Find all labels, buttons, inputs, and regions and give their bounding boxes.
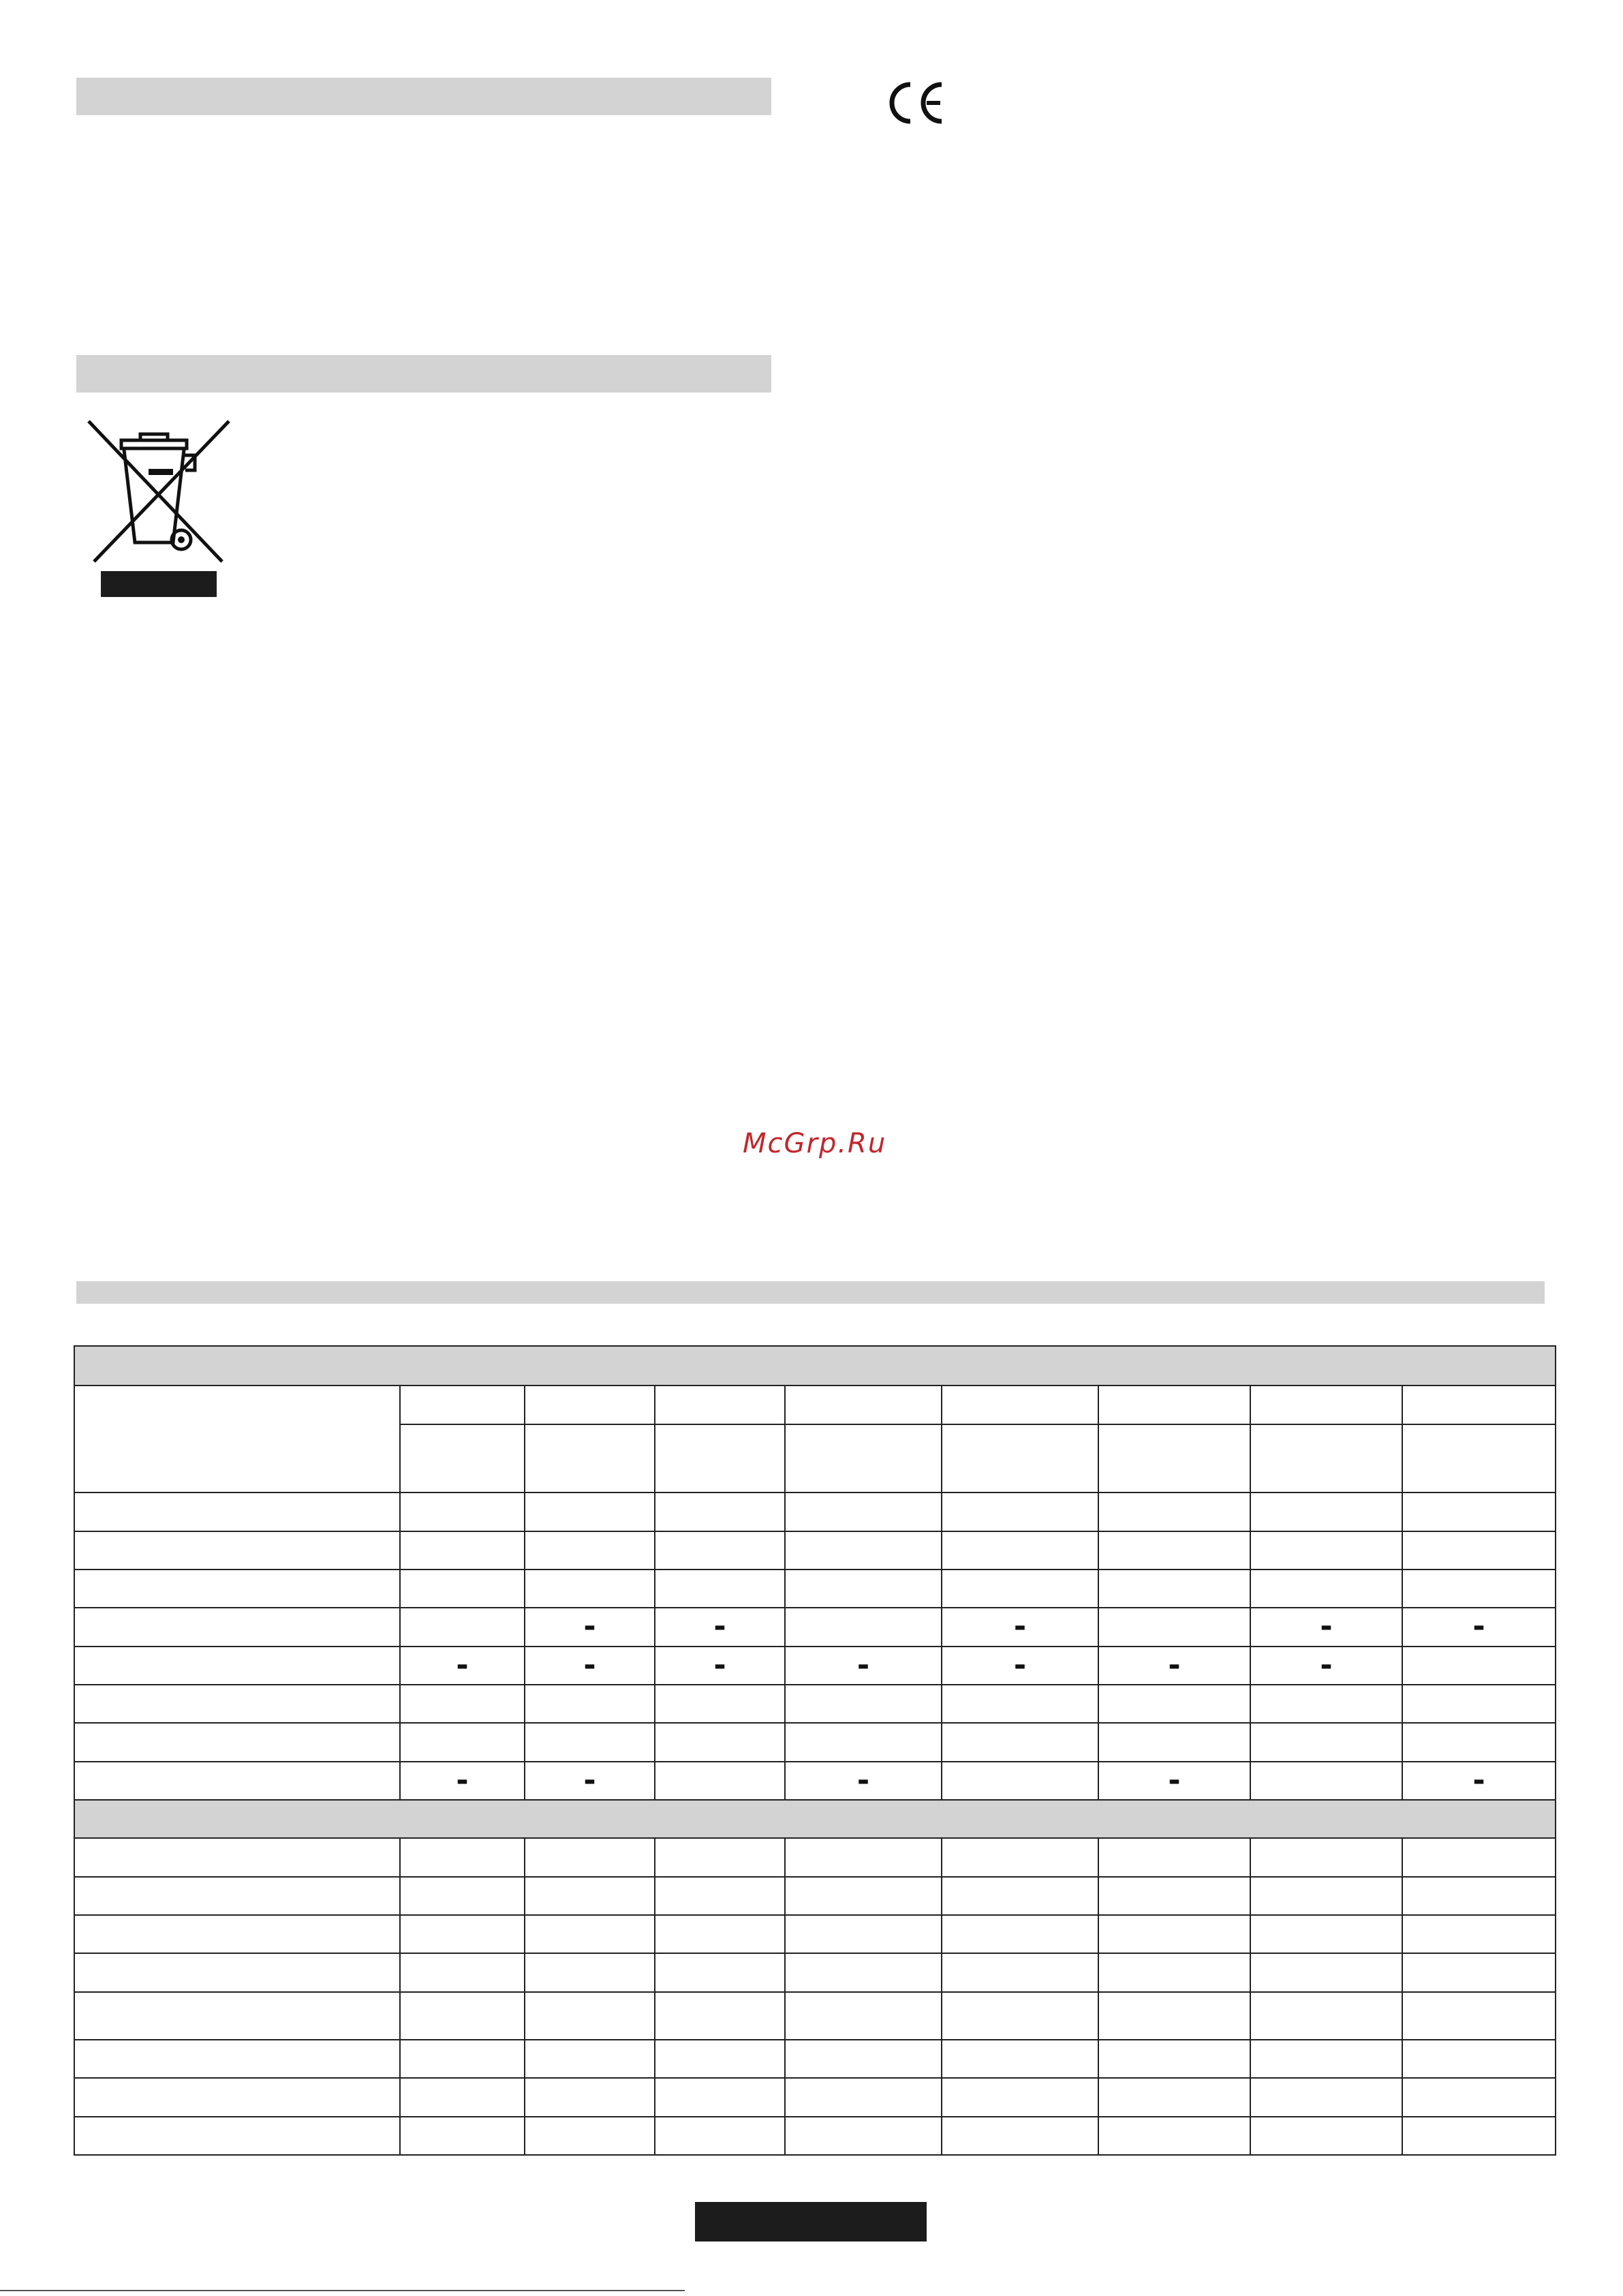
table-cell [1098, 2078, 1250, 2116]
table-cell [1250, 1531, 1402, 1570]
row-label-cell [74, 1838, 400, 1876]
table-section-header [74, 1800, 1556, 1838]
row-label-cell [74, 2040, 400, 2078]
table-cell [655, 1838, 785, 1876]
table-row [74, 1915, 1556, 1953]
table-section-header [74, 1346, 1556, 1386]
table-cell [785, 1493, 942, 1531]
row-label-cell [74, 1877, 400, 1915]
table-cell [942, 1685, 1098, 1723]
cell-value: - [583, 1762, 596, 1798]
table-cell [1250, 1685, 1402, 1723]
table-cell [1402, 1762, 1556, 1800]
table-cell [655, 1877, 785, 1915]
bottom-rule [0, 2290, 685, 2291]
table-cell [525, 1992, 655, 2040]
table-cell [1402, 1608, 1556, 1646]
row-label-cell [74, 1992, 400, 2040]
row-label-cell [74, 1723, 400, 1761]
table-cell [525, 2040, 655, 2078]
table-cell [525, 1838, 655, 1876]
table-cell [1402, 1877, 1556, 1915]
table-row [74, 1723, 1556, 1761]
table-cell [785, 1762, 942, 1800]
table-cell [942, 1531, 1098, 1570]
table-cell [1098, 1647, 1250, 1685]
table-cell [1098, 1723, 1250, 1761]
table-cell [1250, 1608, 1402, 1646]
table-cell [942, 1493, 1098, 1531]
row-label-cell [74, 1608, 400, 1646]
table-cell [1402, 1685, 1556, 1723]
table-cell [1098, 1762, 1250, 1800]
table-cell [785, 1647, 942, 1685]
table-cell [1402, 1992, 1556, 2040]
table-cell [1098, 1608, 1250, 1646]
watermark-text: McGrp.Ru [743, 1128, 887, 1159]
section-header-bar-1 [76, 78, 771, 115]
table-cell [942, 1608, 1098, 1646]
table-cell [785, 1992, 942, 2040]
table-cell [942, 1570, 1098, 1608]
table-row [74, 1992, 1556, 2040]
table-cell [942, 2078, 1098, 2116]
table-cell [525, 1570, 655, 1608]
cell-value: - [713, 1609, 726, 1644]
specifications-table [74, 1345, 1556, 2156]
table-cell [942, 1915, 1098, 1953]
table-row [74, 1570, 1556, 1608]
table-cell [1250, 1953, 1402, 1991]
table-cell [1402, 1570, 1556, 1608]
table-row [74, 2040, 1556, 2078]
row-label-cell [74, 1570, 400, 1608]
table-cell [525, 1762, 655, 1800]
cell-value: - [1168, 1762, 1181, 1798]
cell-value: - [1168, 1647, 1181, 1683]
cell-value: - [456, 1762, 469, 1798]
row-label-header [74, 1386, 400, 1493]
table-cell [942, 1992, 1098, 2040]
table-cell [655, 1723, 785, 1761]
table-cell [525, 1493, 655, 1531]
table-cell [1098, 1953, 1250, 1991]
row-label-cell [74, 1953, 400, 1991]
table-cell [1250, 1838, 1402, 1876]
cell-value: - [583, 1609, 596, 1644]
table-cell [785, 1531, 942, 1570]
table-row [74, 2078, 1556, 2116]
table-cell [525, 1685, 655, 1723]
table-cell [1250, 1647, 1402, 1685]
table-cell [1098, 1877, 1250, 1915]
table-cell [655, 1762, 785, 1800]
table-group-2 [74, 1838, 1556, 2155]
table-cell [785, 1685, 942, 1723]
table-cell [655, 1647, 785, 1685]
table-cell [655, 1531, 785, 1570]
table-cell [1098, 2117, 1250, 2155]
table-cell [1250, 2117, 1402, 2155]
table-cell [1402, 1838, 1556, 1876]
table-cell [1098, 1838, 1250, 1876]
cell-value: - [856, 1647, 870, 1683]
section-header-bar-2 [76, 355, 771, 393]
table-cell [655, 1608, 785, 1646]
table-cell [942, 1647, 1098, 1685]
table-cell [655, 1493, 785, 1531]
table-cell [400, 1647, 525, 1685]
row-label-cell [74, 1762, 400, 1800]
table-cell [400, 1608, 525, 1646]
row-label-cell [74, 2078, 400, 2116]
table-cell [785, 2078, 942, 2116]
table-cell [400, 1838, 525, 1876]
table-cell [942, 2117, 1098, 2155]
table-cell [785, 1570, 942, 1608]
table-cell [525, 1531, 655, 1570]
table-cell [1250, 1877, 1402, 1915]
cell-value: - [1472, 1609, 1485, 1644]
table-cell [1402, 2117, 1556, 2155]
table-cell [1402, 1531, 1556, 1570]
table-header-row [74, 1386, 1556, 1424]
table-cell [785, 1608, 942, 1646]
table-cell [785, 1838, 942, 1876]
table-cell [400, 1493, 525, 1531]
table-cell [525, 2117, 655, 2155]
table-cell [400, 1723, 525, 1761]
cell-value: - [456, 1647, 469, 1683]
table-cell [655, 2117, 785, 2155]
table-cell [1402, 1723, 1556, 1761]
cell-value: - [1320, 1647, 1333, 1683]
table-cell [525, 1608, 655, 1646]
table-cell [1250, 1915, 1402, 1953]
table-row [74, 1685, 1556, 1723]
table-cell [400, 1762, 525, 1800]
cell-value: - [1013, 1609, 1027, 1644]
table-row [74, 1493, 1556, 1531]
table-cell [942, 1723, 1098, 1761]
table-row [74, 1608, 1556, 1646]
ce-mark-icon [884, 79, 946, 127]
table-cell [400, 1570, 525, 1608]
table-cell [525, 1915, 655, 1953]
table-cell [942, 1877, 1098, 1915]
table-cell [400, 1877, 525, 1915]
table-row [74, 1877, 1556, 1915]
table-cell [1402, 1493, 1556, 1531]
table-cell [1402, 2078, 1556, 2116]
table-cell [400, 1915, 525, 1953]
table-cell [525, 1723, 655, 1761]
table-cell [1402, 1647, 1556, 1685]
table-cell [1098, 2040, 1250, 2078]
table-cell [655, 2040, 785, 2078]
table-cell [942, 1838, 1098, 1876]
table-cell [400, 1685, 525, 1723]
table-group-1 [74, 1493, 1556, 1800]
table-row [74, 1531, 1556, 1570]
table-cell [1098, 1493, 1250, 1531]
table-cell [785, 1915, 942, 1953]
table-row [74, 1647, 1556, 1685]
row-label-cell [74, 1685, 400, 1723]
table-cell [1250, 2078, 1402, 2116]
table-cell [1250, 1992, 1402, 2040]
table-cell [785, 1953, 942, 1991]
table-cell [400, 1953, 525, 1991]
table-cell [785, 2117, 942, 2155]
table-cell [1402, 1953, 1556, 1991]
section-header-bar-3 [76, 1281, 1545, 1304]
table-cell [1402, 2040, 1556, 2078]
cell-value: - [713, 1647, 726, 1683]
table-cell [1250, 1723, 1402, 1761]
row-label-cell [74, 1531, 400, 1570]
table-cell [655, 1685, 785, 1723]
table-cell [1250, 1493, 1402, 1531]
row-label-cell [74, 2117, 400, 2155]
table-cell [655, 2078, 785, 2116]
table-cell [400, 2117, 525, 2155]
row-label-cell [74, 1493, 400, 1531]
table-cell [1098, 1915, 1250, 1953]
table-cell [1098, 1570, 1250, 1608]
table-cell [655, 1992, 785, 2040]
table-cell [1098, 1992, 1250, 2040]
table-row [74, 1838, 1556, 1876]
table-cell [1250, 1570, 1402, 1608]
table-cell [1250, 2040, 1402, 2078]
table-cell [1098, 1685, 1250, 1723]
table-cell [1402, 1915, 1556, 1953]
table-cell [1098, 1531, 1250, 1570]
table-row [74, 2117, 1556, 2155]
table-cell [525, 2078, 655, 2116]
table-cell [400, 2040, 525, 2078]
table-cell [400, 2078, 525, 2116]
page-number-block [695, 2202, 927, 2241]
cell-value: - [1320, 1609, 1333, 1644]
table-cell [525, 1877, 655, 1915]
table-cell [785, 2040, 942, 2078]
table-cell [655, 1915, 785, 1953]
table-cell [525, 1647, 655, 1685]
cell-value: - [1472, 1762, 1485, 1798]
table-cell [400, 1992, 525, 2040]
table-cell [655, 1570, 785, 1608]
table-cell [942, 1953, 1098, 1991]
table-cell [785, 1877, 942, 1915]
table-cell [942, 2040, 1098, 2078]
row-label-cell [74, 1915, 400, 1953]
table-row [74, 1953, 1556, 1991]
cell-value: - [583, 1647, 596, 1683]
cell-value: - [1013, 1647, 1027, 1683]
table-cell [655, 1953, 785, 1991]
table-cell [942, 1762, 1098, 1800]
table-cell [785, 1723, 942, 1761]
table-row [74, 1762, 1556, 1800]
row-label-cell [74, 1647, 400, 1685]
table-cell [400, 1531, 525, 1570]
crossed-out-wheelie-bin-icon [80, 416, 237, 597]
table-cell [525, 1953, 655, 1991]
cell-value: - [856, 1762, 870, 1798]
table-cell [1250, 1762, 1402, 1800]
